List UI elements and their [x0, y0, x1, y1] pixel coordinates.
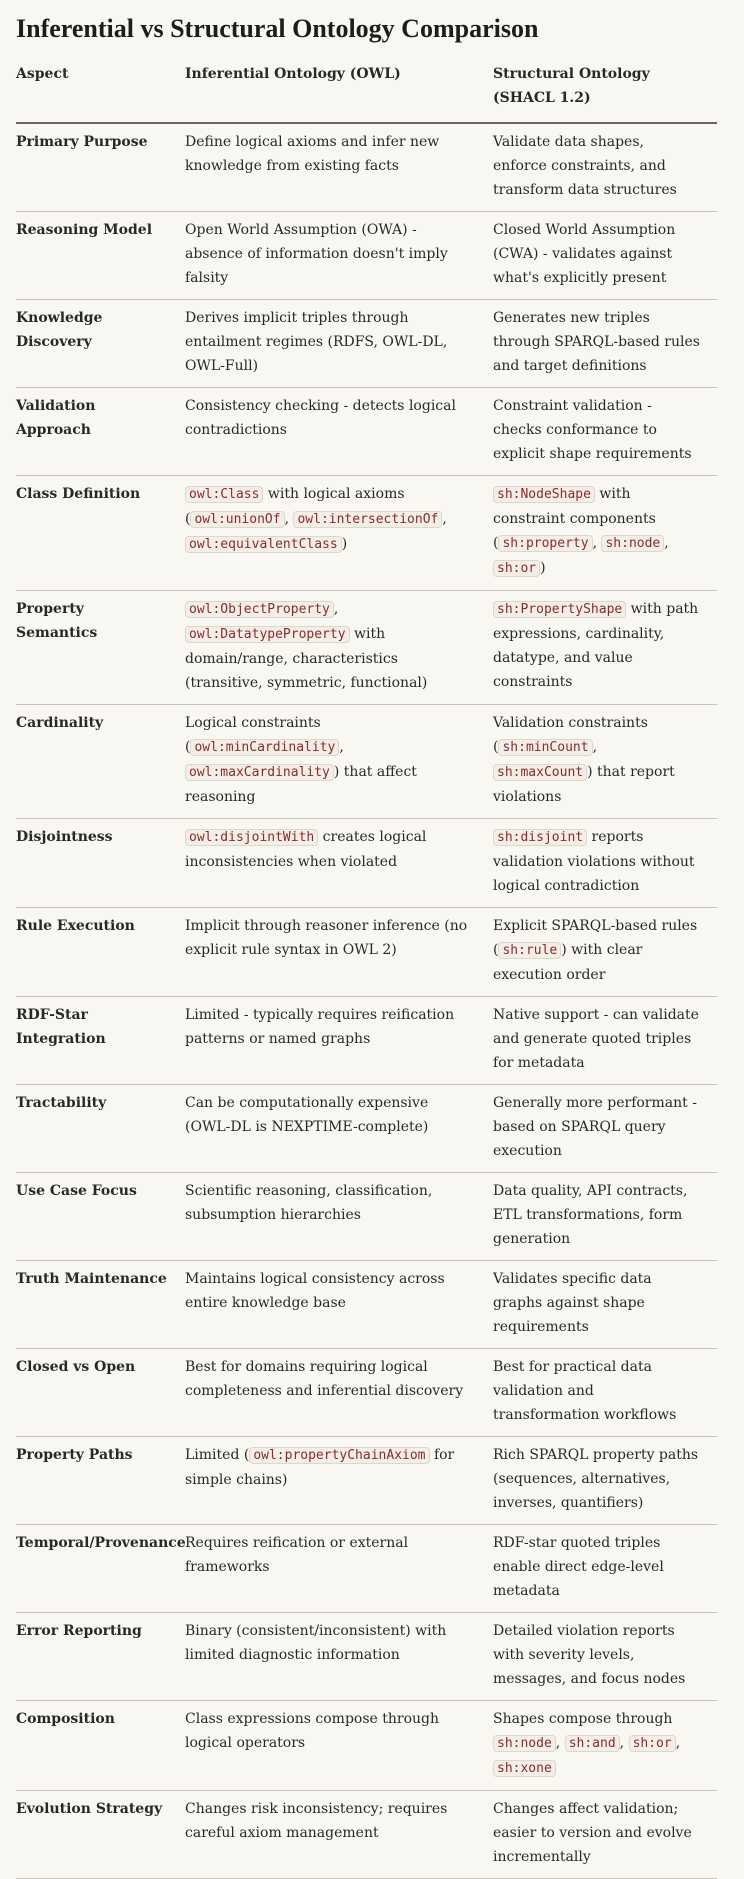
cell-text: with path expressions, cardinality, datatype, and value constraints	[493, 601, 699, 690]
cell-text: Best for practical data validation and transformation workflows	[493, 1359, 677, 1423]
aspect-cell: Property Paths	[16, 1437, 185, 1525]
cell-text: )	[540, 560, 546, 576]
table-row	[16, 1525, 717, 1613]
code-term: owl:unionOf	[190, 511, 284, 528]
cell-text: Consistency checking - detects logical contradictions	[185, 398, 456, 438]
cell-text: Validation constraints (	[493, 715, 648, 755]
aspect-cell: Validation Approach	[16, 388, 185, 476]
cell-text: Logical constraints (	[185, 715, 321, 755]
cell-text: Open World Assumption (OWA) - absence of information doesn't imply falsity	[185, 222, 448, 286]
cell-text: Constraint validation - checks conformance to explicit shape requirements	[493, 398, 692, 462]
comparison-table	[16, 62, 717, 1879]
shacl-cell	[493, 1349, 717, 1437]
header-aspect: Aspect	[16, 62, 185, 123]
shacl-cell	[493, 123, 717, 212]
table-row	[16, 1701, 717, 1791]
table-row	[16, 591, 717, 705]
owl-cell	[185, 388, 493, 476]
cell-text: Validates specific data graphs against shape requirements	[493, 1271, 652, 1335]
cell-text: Explicit SPARQL-based rules (	[493, 918, 698, 958]
shacl-cell	[493, 1701, 717, 1791]
owl-cell	[185, 212, 493, 300]
shacl-cell	[493, 908, 717, 997]
aspect-cell: Error Reporting	[16, 1613, 185, 1701]
owl-cell	[185, 908, 493, 997]
table-row	[16, 1173, 717, 1261]
shacl-cell	[493, 388, 717, 476]
cell-text: Implicit through reasoner inference (no explicit rule syntax in OWL 2)	[185, 918, 468, 958]
cell-text: Data quality, API contracts, ETL transformations, form generation	[493, 1183, 688, 1247]
owl-cell	[185, 1261, 493, 1349]
cell-text: Binary (consistent/inconsistent) with limited diagnostic information	[185, 1623, 447, 1663]
shacl-cell	[493, 705, 717, 819]
aspect-cell: Tractability	[16, 1085, 185, 1173]
cell-text: Derives implicit triples through entailment regimes (RDFS, OWL-DL, OWL-Full)	[185, 310, 448, 374]
code-term: owl:intersectionOf	[293, 511, 442, 528]
cell-text: Generally more performant - based on SPARQL query execution	[493, 1095, 697, 1159]
code-term: owl:propertyChainAxiom	[249, 1447, 429, 1464]
shacl-cell	[493, 1437, 717, 1525]
cell-text: ,	[442, 511, 447, 527]
table-header-row	[16, 62, 717, 123]
aspect-cell: Class Definition	[16, 476, 185, 591]
table-row	[16, 300, 717, 388]
aspect-cell: RDF-Star Integration	[16, 997, 185, 1085]
cell-text: ) with clear execution order	[493, 942, 643, 983]
cell-text: Limited (	[185, 1447, 250, 1463]
code-term: sh:rule	[498, 942, 561, 959]
cell-text: with domain/range, characteristics (transitive, symmetric, functional)	[185, 626, 428, 691]
cell-text: Changes affect validation; easier to version and evolve incrementally	[493, 1801, 692, 1865]
owl-cell	[185, 1085, 493, 1173]
cell-text: ,	[664, 535, 669, 551]
aspect-cell: Truth Maintenance	[16, 1261, 185, 1349]
table-row	[16, 476, 717, 591]
aspect-cell: Knowledge Discovery	[16, 300, 185, 388]
code-term: sh:node	[493, 1735, 556, 1752]
cell-text: ,	[339, 739, 344, 755]
cell-text: Best for domains requiring logical completeness and inferential discovery	[185, 1359, 464, 1399]
code-term: owl:equivalentClass	[185, 536, 342, 553]
code-term: owl:maxCardinality	[185, 764, 334, 781]
cell-text: Requires reification or external frameworks	[185, 1535, 409, 1575]
page-title: Inferential vs Structural Ontology Comparison	[16, 14, 539, 43]
cell-text: ,	[284, 511, 294, 527]
code-term: sh:disjoint	[493, 829, 587, 846]
owl-cell	[185, 1349, 493, 1437]
shacl-cell	[493, 300, 717, 388]
code-term: sh:minCount	[498, 739, 592, 756]
table-row	[16, 388, 717, 476]
code-term: owl:DatatypeProperty	[185, 626, 350, 643]
owl-cell	[185, 1173, 493, 1261]
code-term: sh:node	[601, 535, 664, 552]
cell-text: RDF-star quoted triples enable direct edge-level metadata	[493, 1535, 664, 1599]
cell-text: Native support - can validate and generate quoted triples for metadata	[493, 1007, 699, 1071]
cell-text: Closed World Assumption (CWA) - validates against what's explicitly present	[493, 222, 676, 286]
owl-cell	[185, 591, 493, 705]
aspect-cell: Temporal/Provenance	[16, 1525, 185, 1613]
table-row	[16, 1791, 717, 1879]
code-term: sh:property	[498, 535, 592, 552]
aspect-cell: Primary Purpose	[16, 123, 185, 212]
shacl-cell	[493, 1791, 717, 1879]
owl-cell	[185, 300, 493, 388]
code-term: owl:ObjectProperty	[185, 601, 334, 618]
table-row	[16, 123, 717, 212]
cell-text: Maintains logical consistency across entire knowledge base	[185, 1271, 445, 1311]
cell-text: ,	[592, 739, 598, 755]
owl-cell	[185, 1437, 493, 1525]
table-row	[16, 212, 717, 300]
shacl-cell	[493, 997, 717, 1085]
cell-text: Scientific reasoning, classification, subsumption hierarchies	[185, 1183, 433, 1223]
table-row	[16, 1437, 717, 1525]
cell-text: Detailed violation reports with severity levels, messages, and focus nodes	[493, 1623, 686, 1687]
code-term: sh:NodeShape	[493, 486, 595, 503]
table-row	[16, 1085, 717, 1173]
header-owl: Inferential Ontology (OWL)	[185, 62, 493, 123]
cell-text: Shapes compose through	[493, 1711, 673, 1727]
cell-text: Changes risk inconsistency; requires careful axiom management	[185, 1801, 448, 1841]
owl-cell	[185, 1525, 493, 1613]
code-term: sh:maxCount	[493, 764, 587, 781]
shacl-cell	[493, 819, 717, 908]
aspect-cell: Evolution Strategy	[16, 1791, 185, 1879]
table-row	[16, 1613, 717, 1701]
cell-text: Generates new triples through SPARQL-based rules and target definitions	[493, 310, 700, 374]
shacl-cell	[493, 1173, 717, 1261]
owl-cell	[185, 997, 493, 1085]
aspect-cell: Property Semantics	[16, 591, 185, 705]
header-shacl: Structural Ontology (SHACL 1.2)	[493, 62, 717, 123]
code-term: sh:and	[565, 1735, 620, 1752]
aspect-cell: Disjointness	[16, 819, 185, 908]
shacl-cell	[493, 1613, 717, 1701]
code-term: sh:or	[629, 1735, 676, 1752]
table-row	[16, 1349, 717, 1437]
owl-cell	[185, 819, 493, 908]
aspect-cell: Use Case Focus	[16, 1173, 185, 1261]
table-body	[16, 123, 717, 1879]
aspect-cell: Composition	[16, 1701, 185, 1791]
owl-cell	[185, 705, 493, 819]
cell-text: Validate data shapes, enforce constraints, and transform data structures	[493, 134, 677, 198]
cell-text: ,	[675, 1735, 681, 1751]
table-row	[16, 819, 717, 908]
code-term: sh:or	[493, 560, 540, 577]
cell-text: Limited - typically requires reification patterns or named graphs	[185, 1007, 455, 1047]
cell-text: Define logical axioms and infer new knowledge from existing facts	[185, 134, 440, 174]
cell-text: Can be computationally expensive (OWL-DL is NEXPTIME-complete)	[185, 1095, 429, 1135]
owl-cell	[185, 476, 493, 591]
cell-text: ) that affect reasoning	[185, 764, 417, 805]
aspect-cell: Closed vs Open	[16, 1349, 185, 1437]
cell-text: ,	[592, 535, 602, 551]
cell-text: Class expressions compose through logical operators	[185, 1711, 440, 1751]
owl-cell	[185, 1791, 493, 1879]
cell-text: for simple chains)	[185, 1447, 455, 1488]
cell-text: creates logical inconsistencies when violated	[185, 829, 427, 870]
owl-cell	[185, 1701, 493, 1791]
code-term: owl:disjointWith	[185, 829, 318, 846]
cell-text: with logical axioms (	[185, 486, 405, 527]
cell-text: ,	[555, 1735, 565, 1751]
cell-text: reports validation violations without logical contradiction	[493, 829, 695, 894]
shacl-cell	[493, 1261, 717, 1349]
shacl-cell	[493, 476, 717, 591]
table-row	[16, 997, 717, 1085]
aspect-cell: Reasoning Model	[16, 212, 185, 300]
cell-text: ) that report violations	[493, 764, 675, 805]
cell-text: Rich SPARQL property paths (sequences, alternatives, inverses, quantifiers)	[493, 1447, 699, 1511]
aspect-cell: Rule Execution	[16, 908, 185, 997]
shacl-cell	[493, 1525, 717, 1613]
aspect-cell: Cardinality	[16, 705, 185, 819]
cell-text: ,	[619, 1735, 629, 1751]
table-row	[16, 908, 717, 997]
owl-cell	[185, 123, 493, 212]
code-term: owl:minCardinality	[190, 739, 339, 756]
cell-text: )	[341, 536, 348, 552]
code-term: sh:PropertyShape	[493, 601, 626, 618]
code-term: sh:xone	[493, 1760, 556, 1777]
cell-text: ,	[333, 601, 339, 617]
shacl-cell	[493, 591, 717, 705]
table-row	[16, 1261, 717, 1349]
owl-cell	[185, 1613, 493, 1701]
shacl-cell	[493, 1085, 717, 1173]
cell-text: with constraint components (	[493, 486, 656, 551]
table-row	[16, 705, 717, 819]
code-term: owl:Class	[185, 486, 263, 503]
shacl-cell	[493, 212, 717, 300]
